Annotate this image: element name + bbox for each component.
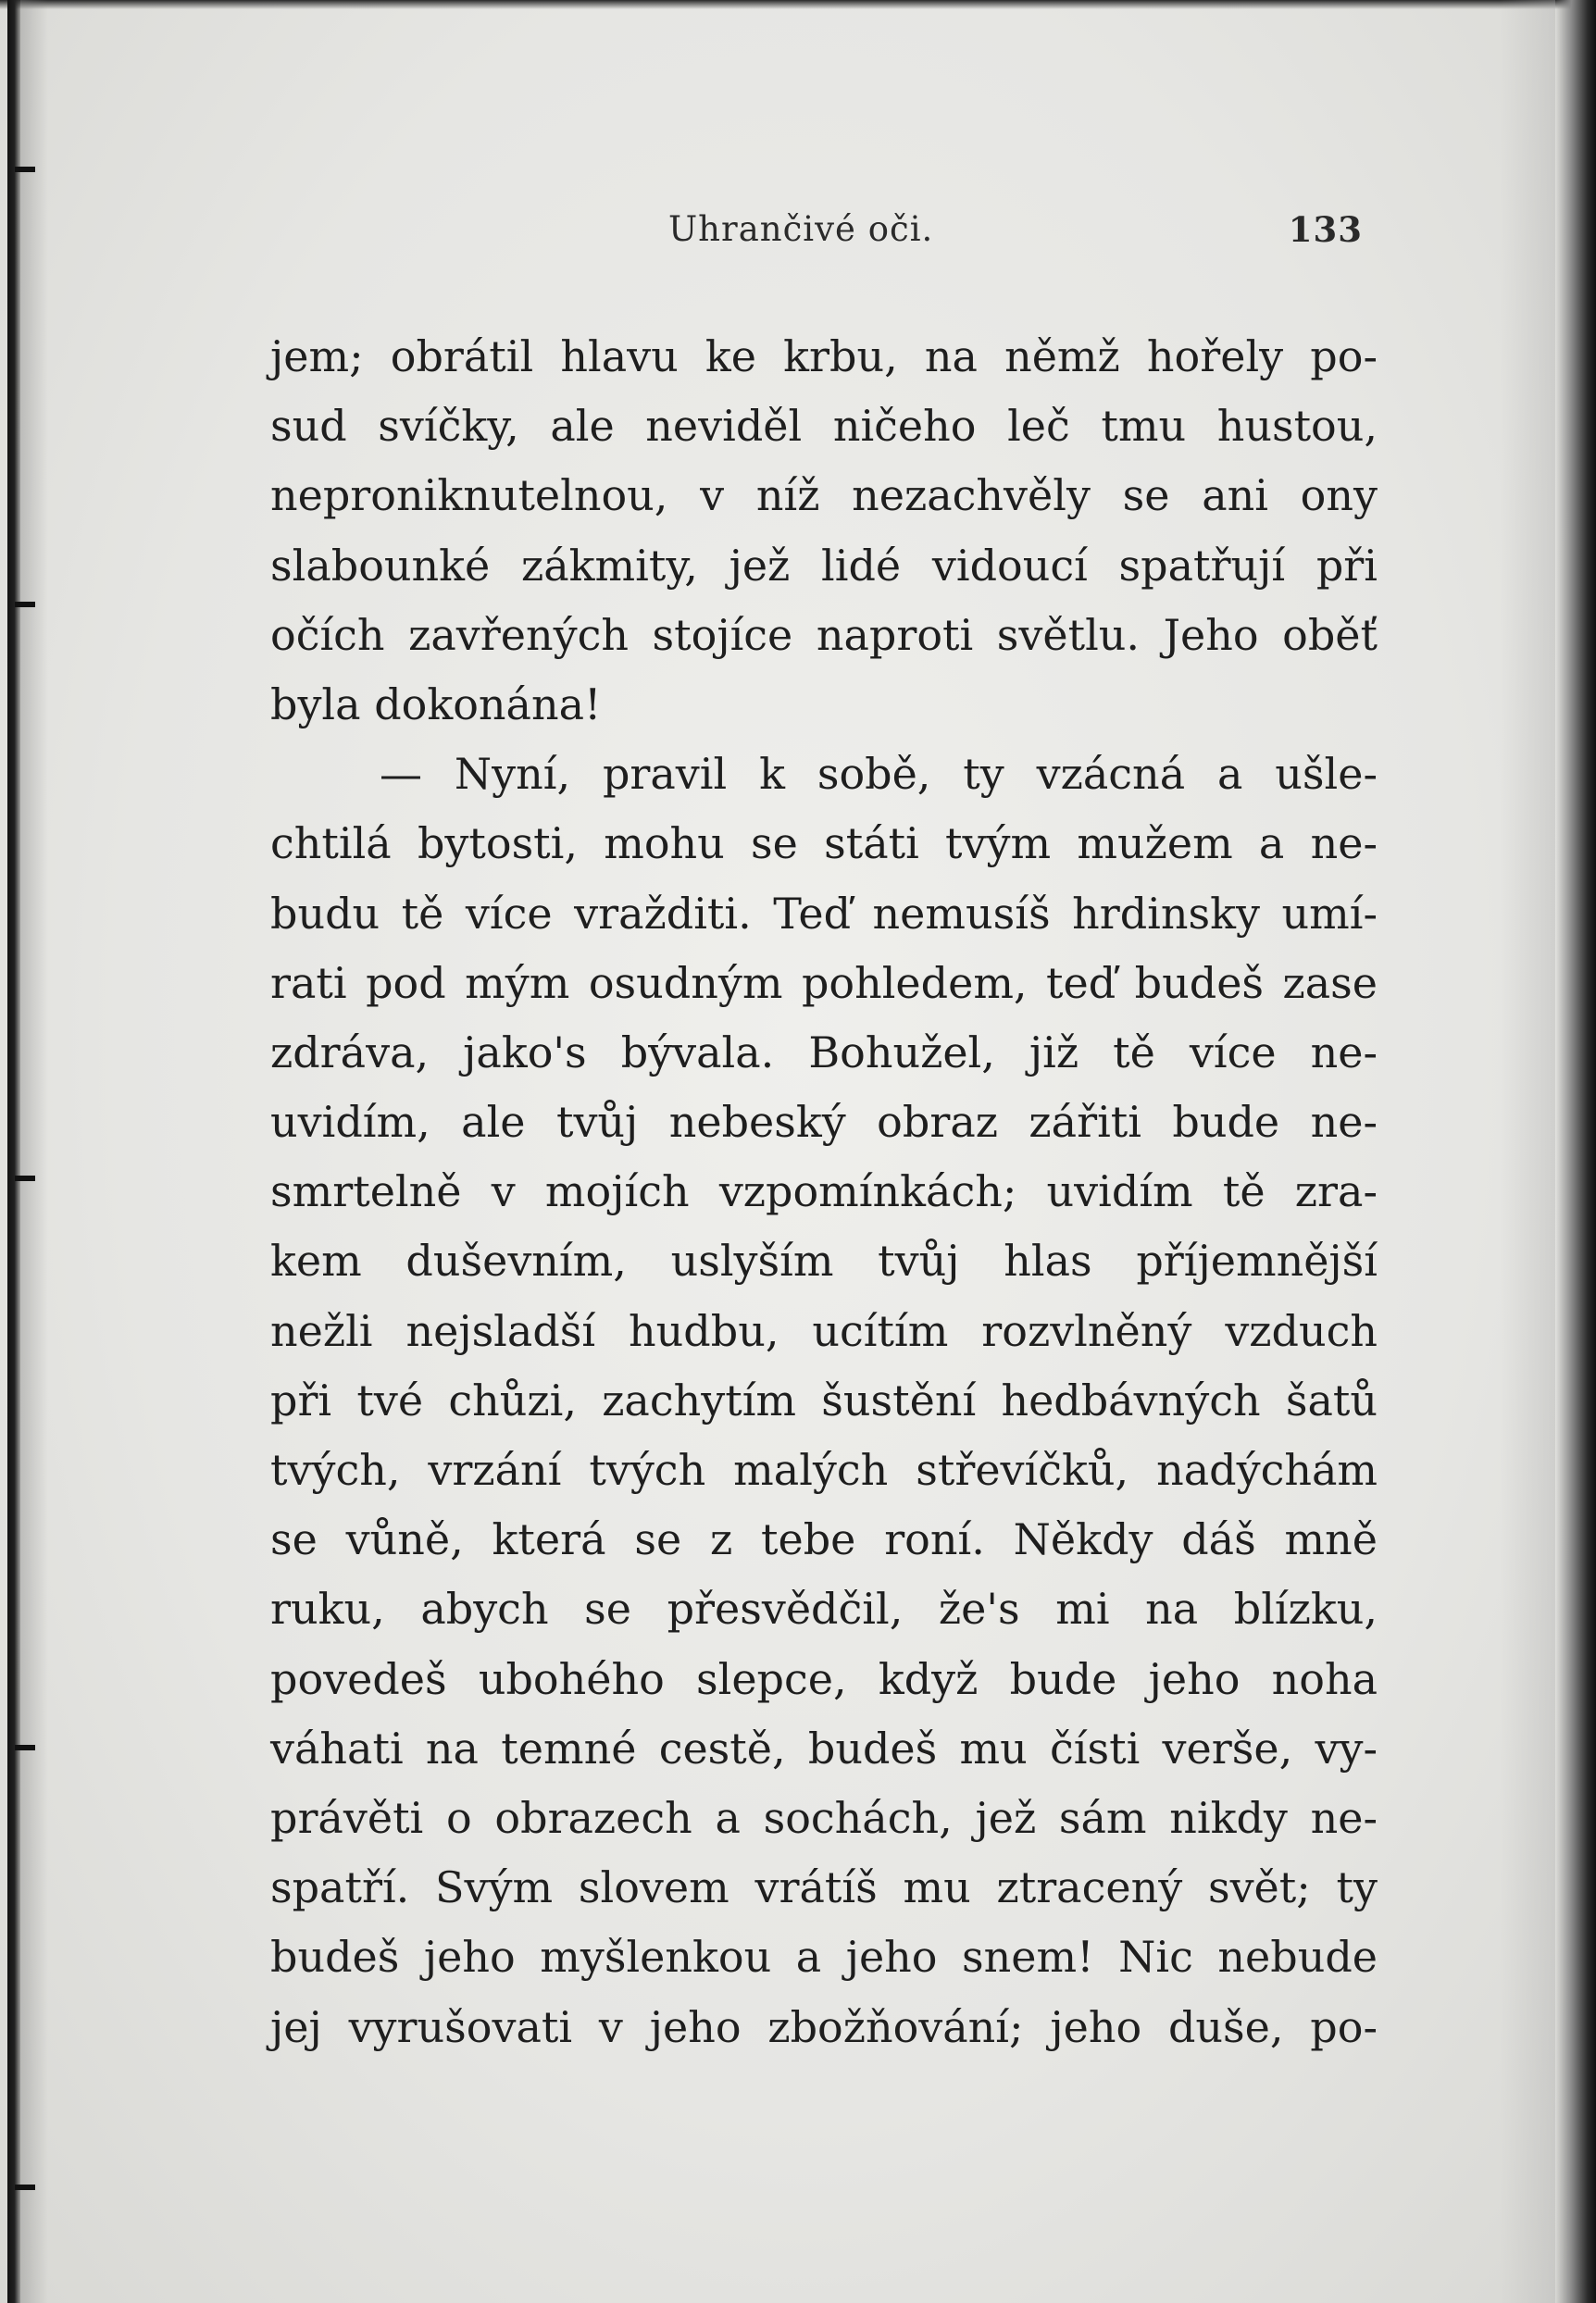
edge-mark bbox=[15, 1745, 35, 1750]
text-line: budeš jeho myšlenkou a jeho snem! Nic nebude bbox=[270, 1932, 1378, 1983]
text-line: tvých, vrzání tvých malých střevíčků, nadýchám bbox=[270, 1445, 1378, 1495]
text-line: jej vyrušovati v jeho zbožňování; jeho duše, po- bbox=[270, 2001, 1378, 2052]
text-line: sud svíčky, ale neviděl ničeho leč tmu hustou, bbox=[270, 401, 1378, 452]
edge-mark bbox=[15, 167, 35, 172]
text-line: — Nyní, pravil k sobě, ty vzácná a ušle- bbox=[380, 749, 1378, 800]
text-line: váhati na temné cestě, budeš mu čísti verše, vy- bbox=[270, 1723, 1378, 1774]
text-line: chtilá bytosti, mohu se státi tvým mužem a ne- bbox=[270, 818, 1378, 869]
text-line: povedeš ubohého slepce, když bude jeho noha bbox=[270, 1653, 1378, 1704]
text-line: očích zavřených stojíce naproti světlu. Jeho oběť bbox=[270, 609, 1378, 660]
edge-mark bbox=[15, 2185, 35, 2190]
text-line: uvidím, ale tvůj nebeský obraz zářiti bude ne- bbox=[270, 1097, 1378, 1148]
text-line: smrtelně v mojích vzpomínkách; uvidím tě zra- bbox=[270, 1166, 1378, 1217]
left-gutter-shadow bbox=[20, 0, 48, 2303]
left-binding-edge bbox=[7, 0, 20, 2303]
text-line: při tvé chůzi, zachytím šustění hedbávných šatů bbox=[270, 1375, 1378, 1425]
body-text bbox=[270, 322, 1378, 2062]
text-line: rati pod mým osudným pohledem, teď budeš zase bbox=[270, 957, 1378, 1008]
page-number: 133 bbox=[1288, 209, 1363, 250]
right-scan-edge bbox=[1555, 0, 1596, 2303]
text-line: kem duševním, uslyším tvůj hlas příjemnější bbox=[270, 1236, 1378, 1287]
text-line: jem; obrátil hlavu ke krbu, na němž hořely po- bbox=[270, 331, 1378, 381]
text-line: nežli nejsladší hudbu, ucítím rozvlněný vzduch bbox=[270, 1305, 1378, 1356]
text-line: spatří. Svým slovem vrátíš mu ztracený svět; ty bbox=[270, 1862, 1378, 1913]
text-line: ruku, abych se přesvědčil, že's mi na blízku, bbox=[270, 1584, 1378, 1635]
top-scan-edge bbox=[0, 0, 1596, 9]
edge-mark bbox=[15, 602, 35, 607]
text-line: budu tě více vražditi. Teď nemusíš hrdinsky umí- bbox=[270, 888, 1378, 939]
text-line: se vůně, která se z tebe roní. Někdy dáš mně bbox=[270, 1514, 1378, 1565]
running-head bbox=[270, 204, 1363, 259]
running-title: Uhrančivé oči. bbox=[668, 209, 934, 249]
right-page-shade bbox=[1500, 0, 1555, 2303]
text-line: právěti o obrazech a sochách, jež sám nikdy ne- bbox=[270, 1792, 1378, 1843]
text-line: zdráva, jako's bývala. Bohužel, již tě více ne- bbox=[270, 1027, 1378, 1077]
text-line: neproniknutelnou, v níž nezachvěly se ani ony bbox=[270, 470, 1378, 521]
text-line: byla dokonána! bbox=[270, 678, 602, 729]
edge-mark bbox=[15, 1176, 35, 1181]
text-line: slabounké zákmity, jež lidé vidoucí spatřují při bbox=[270, 540, 1378, 591]
